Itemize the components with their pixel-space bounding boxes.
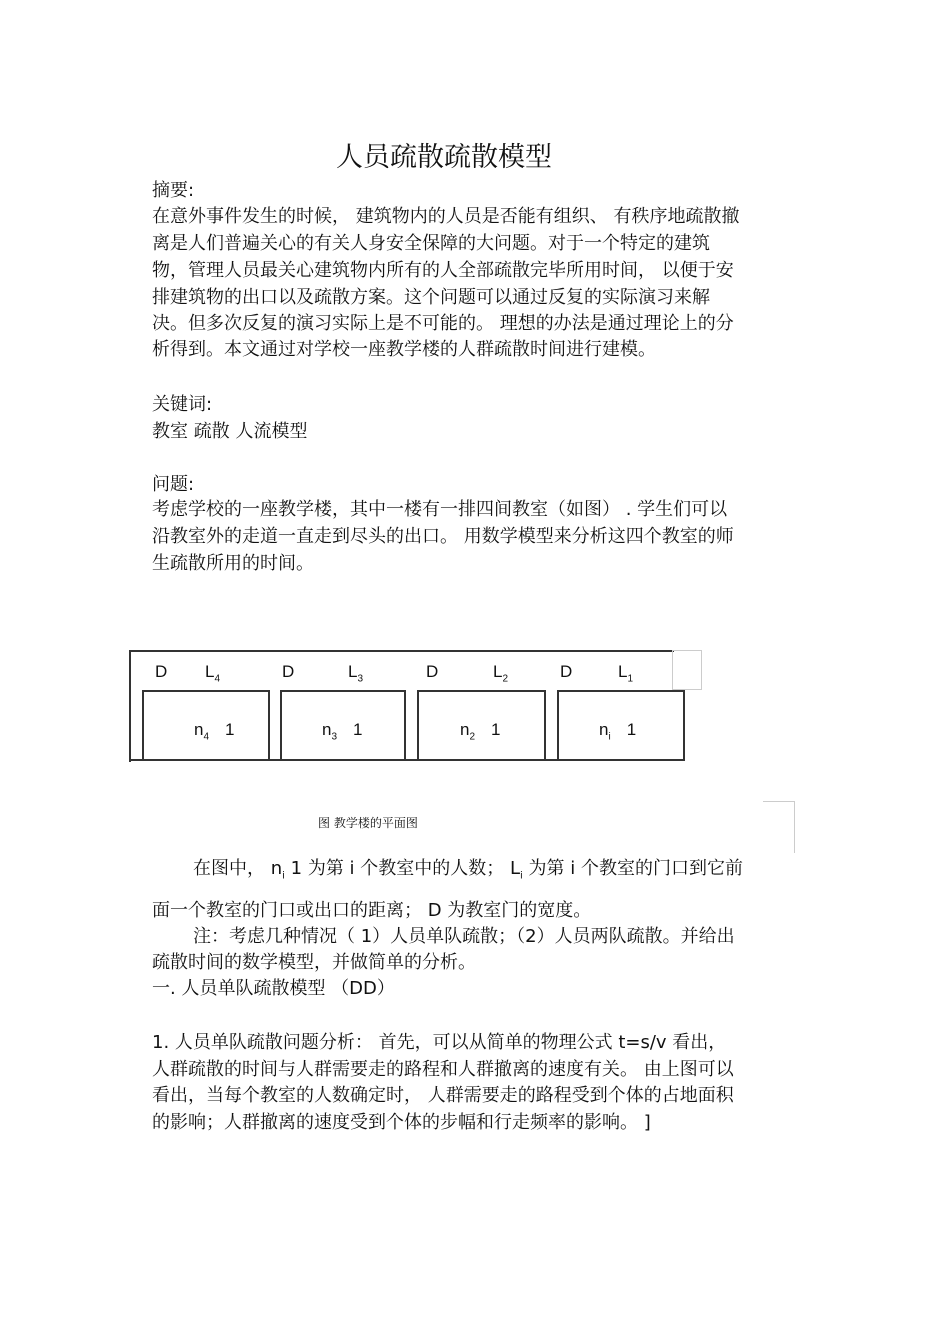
floor-plan-diagram bbox=[129, 650, 701, 764]
abstract-line: 物，管理人员最关心建筑物内所有的人全部疏散完毕所用时间， 以便于安 bbox=[152, 260, 734, 281]
distance-label: $L_3$ bbox=[348, 662, 364, 685]
note-paragraph: 注：考虑几种情况（ 1）人员单队疏散；（2）人员两队疏散。并给出 bbox=[193, 926, 735, 947]
analysis-line: 看出，当每个教室的人数确定时， 人群需要走的路程受到个体的占地面积 bbox=[152, 1085, 734, 1106]
door-label: D bbox=[282, 662, 295, 681]
problem-line: 考虑学校的一座教学楼，其中一楼有一排四间教室（如图） . 学生们可以 bbox=[152, 499, 728, 520]
door-label: D bbox=[155, 662, 168, 681]
analysis-line: 1. 人员单队疏散问题分析： 首先，可以从简单的物理公式 t=s/v 看出， bbox=[152, 1032, 727, 1053]
problem-line: 生疏散所用的时间。 bbox=[152, 553, 314, 574]
abstract-heading: 摘要: bbox=[152, 180, 195, 201]
classroom-4 bbox=[142, 690, 270, 760]
decorative-frame-line bbox=[763, 801, 795, 802]
abstract-line: 排建筑物的出口以及疏散方案。这个问题可以通过反复的实际演习来解 bbox=[152, 287, 710, 308]
abstract-line: 离是人们普遍关心的有关人身安全保障的大问题。对于一个特定的建筑 bbox=[152, 233, 710, 254]
distance-label: $L_4$ bbox=[205, 662, 221, 685]
analysis-line: 人群疏散的时间与人群需要走的路程和人群撤离的速度有关。 由上图可以 bbox=[152, 1059, 734, 1080]
body-paragraph: 在图中， $n_i$ 1 为第 i 个教室中的人数； $L_i$ 为第 i 个教室的门口到它前 bbox=[193, 858, 743, 882]
note-paragraph: 疏散时间的数学模型，并做简单的分析。 bbox=[152, 952, 476, 973]
classroom-3 bbox=[280, 690, 406, 760]
analysis-line: 的影响；人群撤离的速度受到个体的步幅和行走频率的影响。 ] bbox=[152, 1112, 651, 1133]
page-title: 人员疏散疏散模型 bbox=[336, 142, 552, 173]
room-count-label: $n_2$ 1 bbox=[460, 720, 501, 743]
corridor-top-wall bbox=[129, 650, 674, 652]
door-label: D bbox=[560, 662, 573, 681]
abstract-line: 析得到。本文通过对学校一座教学楼的人群疏散时间进行建模。 bbox=[152, 339, 656, 360]
abstract-line: 在意外事件发生的时候， 建筑物内的人员是否能有组织、 有秩序地疏散撤 bbox=[152, 206, 740, 227]
door-label: D bbox=[426, 662, 439, 681]
distance-label: $L_1$ bbox=[618, 662, 634, 685]
corridor-left-wall bbox=[129, 650, 131, 762]
figure-caption: 图 教学楼的平面图 bbox=[318, 816, 418, 830]
exit-box bbox=[672, 650, 702, 690]
distance-label: $L_2$ bbox=[493, 662, 509, 685]
problem-line: 沿教室外的走道一直走到尽头的出口。 用数学模型来分析这四个教室的师 bbox=[152, 526, 734, 547]
keywords-heading: 关键词: bbox=[152, 394, 213, 415]
keywords-text: 教室 疏散 人流模型 bbox=[152, 421, 308, 442]
room-count-label: $n_i$ 1 bbox=[599, 720, 637, 743]
abstract-line: 决。但多次反复的演习实际上是不可能的。 理想的办法是通过理论上的分 bbox=[152, 313, 734, 334]
room-count-label: $n_4$ 1 bbox=[194, 720, 235, 743]
decorative-frame-line bbox=[794, 801, 795, 853]
room-count-label: $n_3$ 1 bbox=[322, 720, 363, 743]
classroom-1 bbox=[557, 690, 685, 760]
classroom-2 bbox=[417, 690, 546, 760]
section-heading: 一. 人员单队疏散模型 （DD） bbox=[152, 978, 395, 999]
body-paragraph: 面一个教室的门口或出口的距离； D 为教室门的宽度。 bbox=[152, 900, 592, 921]
problem-heading: 问题: bbox=[152, 474, 195, 495]
